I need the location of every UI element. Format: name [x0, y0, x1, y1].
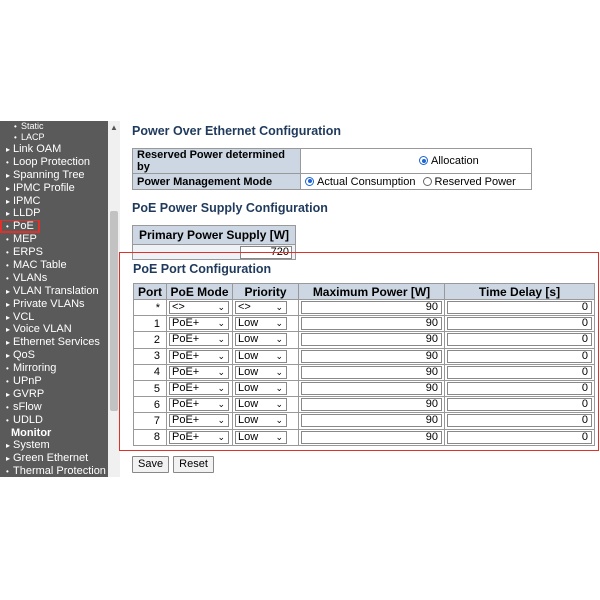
- sidebar-item-label: VLANs: [13, 271, 48, 284]
- bullet-icon: •: [6, 273, 9, 283]
- max-power-cell: [299, 380, 445, 396]
- expand-arrow-icon: ▸: [6, 312, 11, 322]
- port-section-title: PoE Port Configuration: [133, 262, 272, 276]
- chevron-down-icon: ⌄: [217, 383, 225, 394]
- sidebar-item-label: VCL: [13, 310, 35, 323]
- sidebar-item[interactable]: [0, 298, 108, 311]
- expand-arrow-icon: ▸: [6, 145, 11, 154]
- max-power-cell: [299, 348, 445, 364]
- time-delay-input[interactable]: 0: [447, 317, 592, 330]
- port-number: 6: [134, 397, 167, 413]
- chevron-down-icon: ⌄: [275, 366, 283, 377]
- priority-select[interactable]: [235, 350, 287, 363]
- table-row: [134, 300, 595, 316]
- time-delay-cell: [445, 300, 595, 316]
- table-row: [134, 348, 595, 364]
- priority-value: Low: [238, 349, 259, 362]
- priority-value: Low: [238, 430, 259, 443]
- priority-select[interactable]: [235, 382, 287, 395]
- save-button[interactable]: Save: [132, 456, 169, 473]
- poe-mode-value: PoE+: [172, 398, 200, 411]
- sidebar-item[interactable]: [0, 388, 108, 401]
- table-row: [134, 380, 595, 396]
- poe-mode-value: PoE+: [172, 414, 200, 427]
- bullet-icon: •: [14, 133, 17, 142]
- priority-value: <>: [238, 301, 251, 314]
- port-number: 5: [134, 380, 167, 396]
- sidebar-item[interactable]: [0, 323, 108, 336]
- time-delay-cell: [445, 429, 595, 445]
- poe-mode-value: PoE+: [172, 365, 200, 378]
- sidebar-item[interactable]: [0, 349, 108, 362]
- scroll-up-icon[interactable]: ▲: [110, 123, 118, 132]
- time-delay-cell: [445, 332, 595, 348]
- poe-mode-cell: [167, 397, 233, 413]
- sidebar-item-label: UPnP: [13, 375, 42, 388]
- priority-cell: [233, 300, 299, 316]
- reserved-power-option-label: Reserved Power: [434, 175, 516, 188]
- poe-mode-select[interactable]: [169, 398, 229, 411]
- chevron-down-icon: ⌄: [217, 431, 225, 442]
- page-title: Power Over Ethernet Configuration: [132, 124, 342, 138]
- sidebar-item-label: ERPS: [13, 246, 43, 259]
- sidebar-item-label: Ethernet Services: [13, 336, 100, 349]
- port-config-table: [133, 283, 595, 446]
- time-delay-cell: [445, 364, 595, 380]
- sidebar-item[interactable]: [0, 401, 108, 414]
- time-delay-input[interactable]: 0: [447, 398, 592, 411]
- table-row: [134, 397, 595, 413]
- sidebar-item[interactable]: [0, 121, 108, 132]
- poe-mode-value: PoE+: [172, 349, 200, 362]
- expand-arrow-icon: ▸: [6, 441, 11, 451]
- supply-section-title: PoE Power Supply Configuration: [132, 201, 328, 215]
- expand-arrow-icon: ▸: [6, 183, 11, 193]
- priority-cell: [233, 429, 299, 445]
- priority-cell: [233, 332, 299, 348]
- sidebar-item[interactable]: [0, 182, 108, 195]
- mgmt-mode-label: Power Management Mode: [133, 174, 301, 190]
- time-delay-cell: [445, 380, 595, 396]
- sidebar-item[interactable]: [0, 207, 108, 220]
- sidebar-item[interactable]: [0, 311, 108, 324]
- sidebar-item[interactable]: [0, 285, 108, 298]
- sidebar-item[interactable]: [0, 246, 108, 259]
- max-power-input[interactable]: 90: [301, 301, 442, 314]
- sidebar-item-label: Static: [21, 121, 44, 131]
- sidebar-item-label: Mirroring: [13, 362, 57, 375]
- reserved-power-cell: [301, 149, 532, 174]
- max-power-cell: [299, 316, 445, 332]
- col-time-delay: Time Delay [s]: [445, 284, 595, 300]
- power-config-table: [132, 148, 532, 190]
- port-number: 1: [134, 316, 167, 332]
- reset-button[interactable]: Reset: [173, 456, 214, 473]
- sidebar-item-label: GVRP: [13, 387, 45, 400]
- priority-value: Low: [238, 333, 259, 346]
- table-row: [134, 364, 595, 380]
- expand-arrow-icon: ▸: [6, 286, 11, 296]
- table-row: [134, 316, 595, 332]
- sidebar-item-label: Green Ethernet: [13, 452, 89, 465]
- expand-arrow-icon: ▸: [6, 196, 11, 206]
- priority-value: Low: [238, 365, 259, 378]
- max-power-cell: [299, 397, 445, 413]
- sidebar-item-label: VLAN Translation: [13, 284, 99, 297]
- max-power-input[interactable]: 90: [301, 350, 442, 363]
- expand-arrow-icon: ▸: [6, 170, 11, 180]
- actual-consumption-radio[interactable]: [305, 177, 314, 186]
- sidebar-item[interactable]: [0, 336, 108, 349]
- bullet-icon: •: [6, 235, 9, 245]
- expand-arrow-icon: ▸: [6, 454, 11, 464]
- form-buttons: [132, 456, 215, 473]
- sidebar-item[interactable]: [0, 143, 108, 156]
- poe-mode-value: <>: [172, 301, 185, 314]
- time-delay-input[interactable]: 0: [447, 414, 592, 427]
- poe-mode-value: PoE+: [172, 333, 200, 346]
- bullet-icon: •: [6, 222, 9, 232]
- sidebar-item-label: Private VLANs: [13, 297, 85, 310]
- sidebar-item-label: Voice VLAN: [13, 323, 72, 336]
- sidebar-item[interactable]: [0, 362, 108, 375]
- time-delay-cell: [445, 413, 595, 429]
- priority-cell: [233, 348, 299, 364]
- poe-mode-value: PoE+: [172, 317, 200, 330]
- col-priority: Priority: [233, 284, 299, 300]
- sidebar-item-label: Link OAM: [13, 143, 62, 155]
- primary-supply-input[interactable]: 720: [240, 246, 292, 259]
- max-power-input[interactable]: 90: [301, 382, 442, 395]
- max-power-input[interactable]: 90: [301, 398, 442, 411]
- max-power-cell: [299, 429, 445, 445]
- table-row: [134, 332, 595, 348]
- chevron-down-icon: ⌄: [275, 350, 283, 361]
- sidebar-item[interactable]: [0, 414, 108, 427]
- sidebar-item-label: MEP: [13, 233, 37, 246]
- priority-select[interactable]: [235, 414, 287, 427]
- sidebar-item-label: IPMC: [13, 194, 41, 207]
- max-power-input[interactable]: 90: [301, 333, 442, 346]
- expand-arrow-icon: ▸: [6, 325, 11, 335]
- chevron-down-icon: ⌄: [275, 399, 283, 410]
- priority-cell: [233, 364, 299, 380]
- sidebar-item[interactable]: [0, 169, 108, 182]
- priority-cell: [233, 380, 299, 396]
- bullet-icon: •: [6, 248, 9, 258]
- max-power-input[interactable]: 90: [301, 431, 442, 444]
- time-delay-input[interactable]: 0: [447, 301, 592, 314]
- expand-arrow-icon: ▸: [6, 389, 11, 399]
- poe-mode-select[interactable]: [169, 382, 229, 395]
- poe-mode-select[interactable]: [169, 431, 229, 444]
- bullet-icon: •: [6, 402, 9, 412]
- priority-value: Low: [238, 398, 259, 411]
- sidebar-item-label: sFlow: [13, 400, 42, 413]
- primary-supply-header: Primary Power Supply [W]: [133, 226, 296, 245]
- sidebar-item-label: LLDP: [13, 207, 41, 220]
- sidebar-item[interactable]: [0, 132, 108, 143]
- max-power-cell: [299, 332, 445, 348]
- chevron-down-icon: ⌄: [217, 318, 225, 329]
- poe-mode-select[interactable]: [169, 333, 229, 346]
- sidebar-item[interactable]: [0, 272, 108, 285]
- reserved-power-radio[interactable]: [423, 177, 432, 186]
- expand-arrow-icon: ▸: [6, 209, 11, 219]
- poe-mode-cell: [167, 300, 233, 316]
- chevron-down-icon: ⌄: [275, 415, 283, 426]
- col-poe-mode: PoE Mode: [167, 284, 233, 300]
- priority-select[interactable]: [235, 398, 287, 411]
- sidebar-item-label: PoE: [13, 220, 34, 233]
- port-config-section: [119, 252, 599, 451]
- priority-cell: [233, 413, 299, 429]
- bullet-icon: •: [14, 122, 17, 131]
- main-content: [132, 124, 600, 268]
- sidebar-item[interactable]: [0, 156, 108, 169]
- poe-mode-value: PoE+: [172, 430, 200, 443]
- sidebar-item-label: Monitor: [11, 426, 52, 439]
- time-delay-input[interactable]: 0: [447, 333, 592, 346]
- poe-mode-select[interactable]: [169, 301, 229, 314]
- max-power-cell: [299, 300, 445, 316]
- poe-mode-select[interactable]: [169, 366, 229, 379]
- sidebar-item[interactable]: [0, 259, 108, 272]
- priority-value: Low: [238, 382, 259, 395]
- time-delay-cell: [445, 348, 595, 364]
- sidebar-item-label: Loop Protection: [13, 155, 91, 168]
- sidebar-item[interactable]: [0, 220, 108, 233]
- allocation-label: Allocation: [431, 155, 479, 167]
- sidebar-item[interactable]: [0, 465, 108, 477]
- sidebar-item-label: Spanning Tree: [13, 168, 85, 181]
- poe-mode-value: PoE+: [172, 382, 200, 395]
- poe-mode-cell: [167, 380, 233, 396]
- poe-mode-select[interactable]: [169, 414, 229, 427]
- sidebar-item-label: QoS: [13, 349, 36, 362]
- priority-select[interactable]: [235, 317, 287, 330]
- table-row: [134, 429, 595, 445]
- priority-select[interactable]: [235, 431, 287, 444]
- sidebar-item-label: IPMC Profile: [13, 181, 75, 194]
- chevron-down-icon: ⌄: [217, 350, 225, 361]
- priority-value: Low: [238, 414, 259, 427]
- sidebar-item-label: MAC Table: [13, 259, 67, 272]
- allocation-radio[interactable]: [419, 156, 428, 165]
- expand-arrow-icon: ▸: [6, 299, 11, 309]
- port-number: 7: [134, 413, 167, 429]
- sidebar-item[interactable]: [0, 375, 108, 388]
- chevron-down-icon: ⌄: [217, 366, 225, 377]
- expand-arrow-icon: ▸: [6, 351, 11, 361]
- sidebar-item: [0, 427, 108, 440]
- priority-cell: [233, 316, 299, 332]
- chevron-down-icon: ⌄: [275, 431, 283, 442]
- chevron-down-icon: ⌄: [275, 334, 283, 345]
- chevron-down-icon: ⌄: [217, 302, 225, 313]
- chevron-down-icon: ⌄: [275, 318, 283, 329]
- bullet-icon: •: [6, 364, 9, 374]
- priority-select[interactable]: [235, 333, 287, 346]
- bullet-icon: •: [6, 261, 9, 271]
- table-row: [134, 413, 595, 429]
- sidebar-item-label: LACP: [21, 132, 45, 142]
- sidebar-item[interactable]: [0, 233, 108, 246]
- time-delay-cell: [445, 316, 595, 332]
- bullet-icon: •: [6, 157, 9, 167]
- max-power-cell: [299, 413, 445, 429]
- sidebar-item[interactable]: [0, 452, 108, 465]
- sidebar-item[interactable]: [0, 439, 108, 452]
- time-delay-input[interactable]: 0: [447, 382, 592, 395]
- chevron-down-icon: ⌄: [217, 334, 225, 345]
- poe-mode-cell: [167, 429, 233, 445]
- bullet-icon: •: [6, 467, 9, 477]
- port-number: 2: [134, 332, 167, 348]
- priority-select[interactable]: [235, 366, 287, 379]
- bullet-icon: •: [6, 415, 9, 425]
- port-number: 4: [134, 364, 167, 380]
- col-port: Port: [134, 284, 167, 300]
- max-power-cell: [299, 364, 445, 380]
- sidebar-item-label: Thermal Protection: [13, 465, 106, 477]
- actual-consumption-label: Actual Consumption: [317, 175, 416, 188]
- chevron-down-icon: ⌄: [217, 415, 225, 426]
- priority-select[interactable]: [235, 301, 287, 314]
- time-delay-input[interactable]: 0: [447, 350, 592, 363]
- bullet-icon: •: [6, 377, 9, 387]
- mgmt-mode-cell: [301, 174, 532, 190]
- priority-value: Low: [238, 317, 259, 330]
- poe-mode-select[interactable]: [169, 317, 229, 330]
- scrollbar-thumb[interactable]: [110, 211, 118, 411]
- chevron-down-icon: ⌄: [275, 302, 283, 313]
- max-power-input[interactable]: 90: [301, 317, 442, 330]
- reserved-power-label: Reserved Power determined by: [133, 149, 301, 174]
- port-number: 8: [134, 429, 167, 445]
- max-power-input[interactable]: 90: [301, 366, 442, 379]
- sidebar-item-label: UDLD: [13, 413, 43, 426]
- port-number: 3: [134, 348, 167, 364]
- poe-mode-cell: [167, 413, 233, 429]
- poe-mode-cell: [167, 364, 233, 380]
- sidebar-item-label: System: [13, 439, 50, 452]
- sidebar-item[interactable]: [0, 195, 108, 208]
- col-max-power: Maximum Power [W]: [299, 284, 445, 300]
- poe-mode-cell: [167, 348, 233, 364]
- time-delay-input[interactable]: 0: [447, 431, 592, 444]
- poe-mode-select[interactable]: [169, 350, 229, 363]
- priority-cell: [233, 397, 299, 413]
- port-number: *: [134, 300, 167, 316]
- chevron-down-icon: ⌄: [217, 399, 225, 410]
- poe-mode-cell: [167, 316, 233, 332]
- poe-mode-cell: [167, 332, 233, 348]
- chevron-down-icon: ⌄: [275, 383, 283, 394]
- sidebar-nav: [0, 121, 108, 477]
- time-delay-cell: [445, 397, 595, 413]
- expand-arrow-icon: ▸: [6, 338, 11, 348]
- max-power-input[interactable]: 90: [301, 414, 442, 427]
- time-delay-input[interactable]: 0: [447, 366, 592, 379]
